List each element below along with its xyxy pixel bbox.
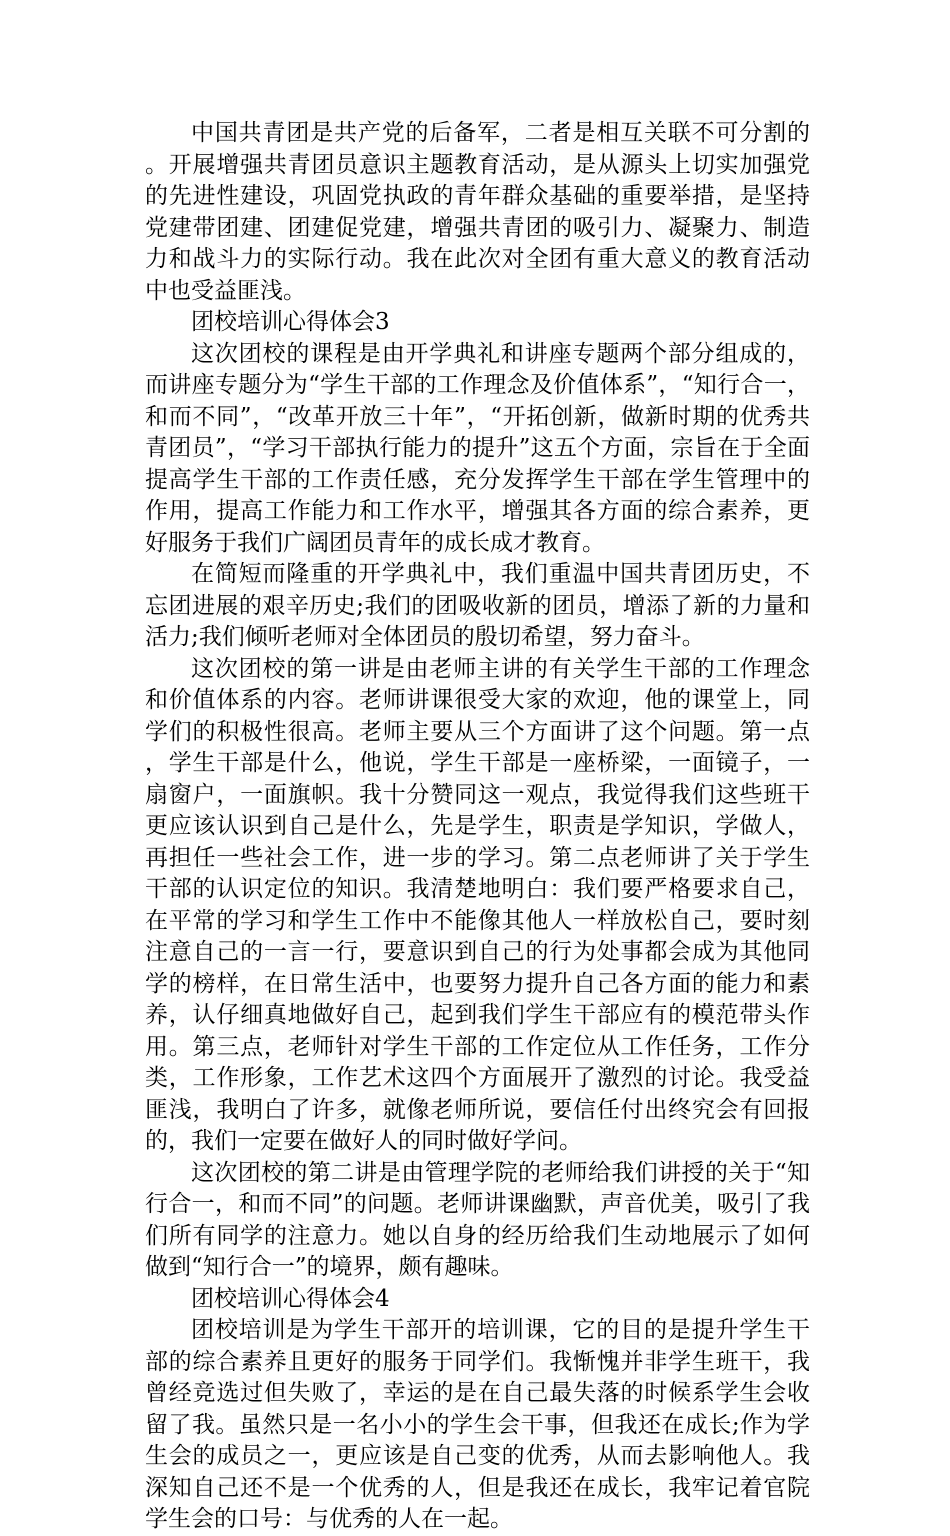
- paragraph-course-structure: 这次团校的课程是由开学典礼和讲座专题两个部分组成的，而讲座专题分为“学生干部的工作理念及价值体系”，“知行合一，和而不同”，“改革开放三十年”，“开拓创新，做新时期的优秀共青团员”，“学习干部执行能力的提升”这五个方面，宗旨在于全面提高学生干部的工作责任感，充分发挥学生干部在学生管理中的作用，提高工作能力和工作水平，增强其各方面的综合素养，更好服务于我们广阔团员青年的成长成才教育。: [145, 340, 810, 556]
- paragraph-opening-ceremony: 在简短而隆重的开学典礼中，我们重温中国共青团历史，不忘团进展的艰辛历史;我们的团吸收新的团员，增添了新的力量和活力;我们倾听老师对全体团员的殷切希望，努力奋斗。: [145, 561, 810, 650]
- paragraph-first-lecture: 这次团校的第一讲是由老师主讲的有关学生干部的工作理念和价值体系的内容。老师讲课很受大家的欢迎，他的课堂上，同学们的积极性很高。老师主要从三个方面讲了这个问题。第一点，学生干部是什么，他说，学生干部是一座桥梁，一面镜子，一扇窗户，一面旗帜。我十分赞同这一观点，我觉得我们这些班干更应该认识到自己是什么，先是学生，职责是学知识，学做人，再担任一些社会工作，进一步的学习。第二点老师讲了关于学生干部的认识定位的知识。我清楚地明白：我们要严格要求自己，在平常的学习和学生工作中不能像其他人一样放松自己，要时刻注意自己的一言一行，要意识到自己的行为处事都会成为其他同学的榜样，在日常生活中，也要努力提升自己各方面的能力和素养，认仔细真地做好自己，起到我们学生干部应有的模范带头作用。第三点，老师针对学生干部的工作定位从工作任务，工作分类，工作形象，工作艺术这四个方面展开了激烈的讨论。我受益匪浅，我明白了许多，就像老师所说，要信任付出终究会有回报的，我们一定要在做好人的同时做好学问。: [145, 655, 810, 1154]
- document-page: [145, 118, 810, 1536]
- paragraph-intro: 中国共青团是共产党的后备军，二者是相互关联不可分割的。开展增强共青团员意识主题教育活动，是从源头上切实加强党的先进性建设，巩固党执政的青年群众基础的重要举措，是坚持党建带团建、团建促党建，增强共青团的吸引力、凝聚力、制造力和战斗力的实际行动。我在此次对全团有重大意义的教育活动中也受益匪浅。: [145, 120, 810, 304]
- paragraph-training-purpose: 团校培训是为学生干部开的培训课，它的目的是提升学生干部的综合素养且更好的服务于同学们。我惭愧并非学生班干，我曾经竞选过但失败了，幸运的是在自己最失落的时候系学生会收留了我。虽然只是一名小小的学生会干事，但我还在成长;作为学生会的成员之一，更应该是自己变的优秀，从而去影响他人。我深知自己还不是一个优秀的人，但是我还在成长，我牢记着官院学生会的口号：与优秀的人在一起。: [145, 1317, 810, 1532]
- section-heading-3: 团校培训心得体会3: [191, 309, 390, 335]
- section-heading-4: 团校培训心得体会4: [191, 1285, 390, 1312]
- paragraph-second-lecture: 这次团校的第二讲是由管理学院的老师给我们讲授的关于“知行合一，和而不同”的问题。老师讲课幽默，声音优美，吸引了我们所有同学的注意力。她以自身的经历给我们生动地展示了如何做到“知行合一”的境界，颇有趣味。: [145, 1159, 810, 1280]
